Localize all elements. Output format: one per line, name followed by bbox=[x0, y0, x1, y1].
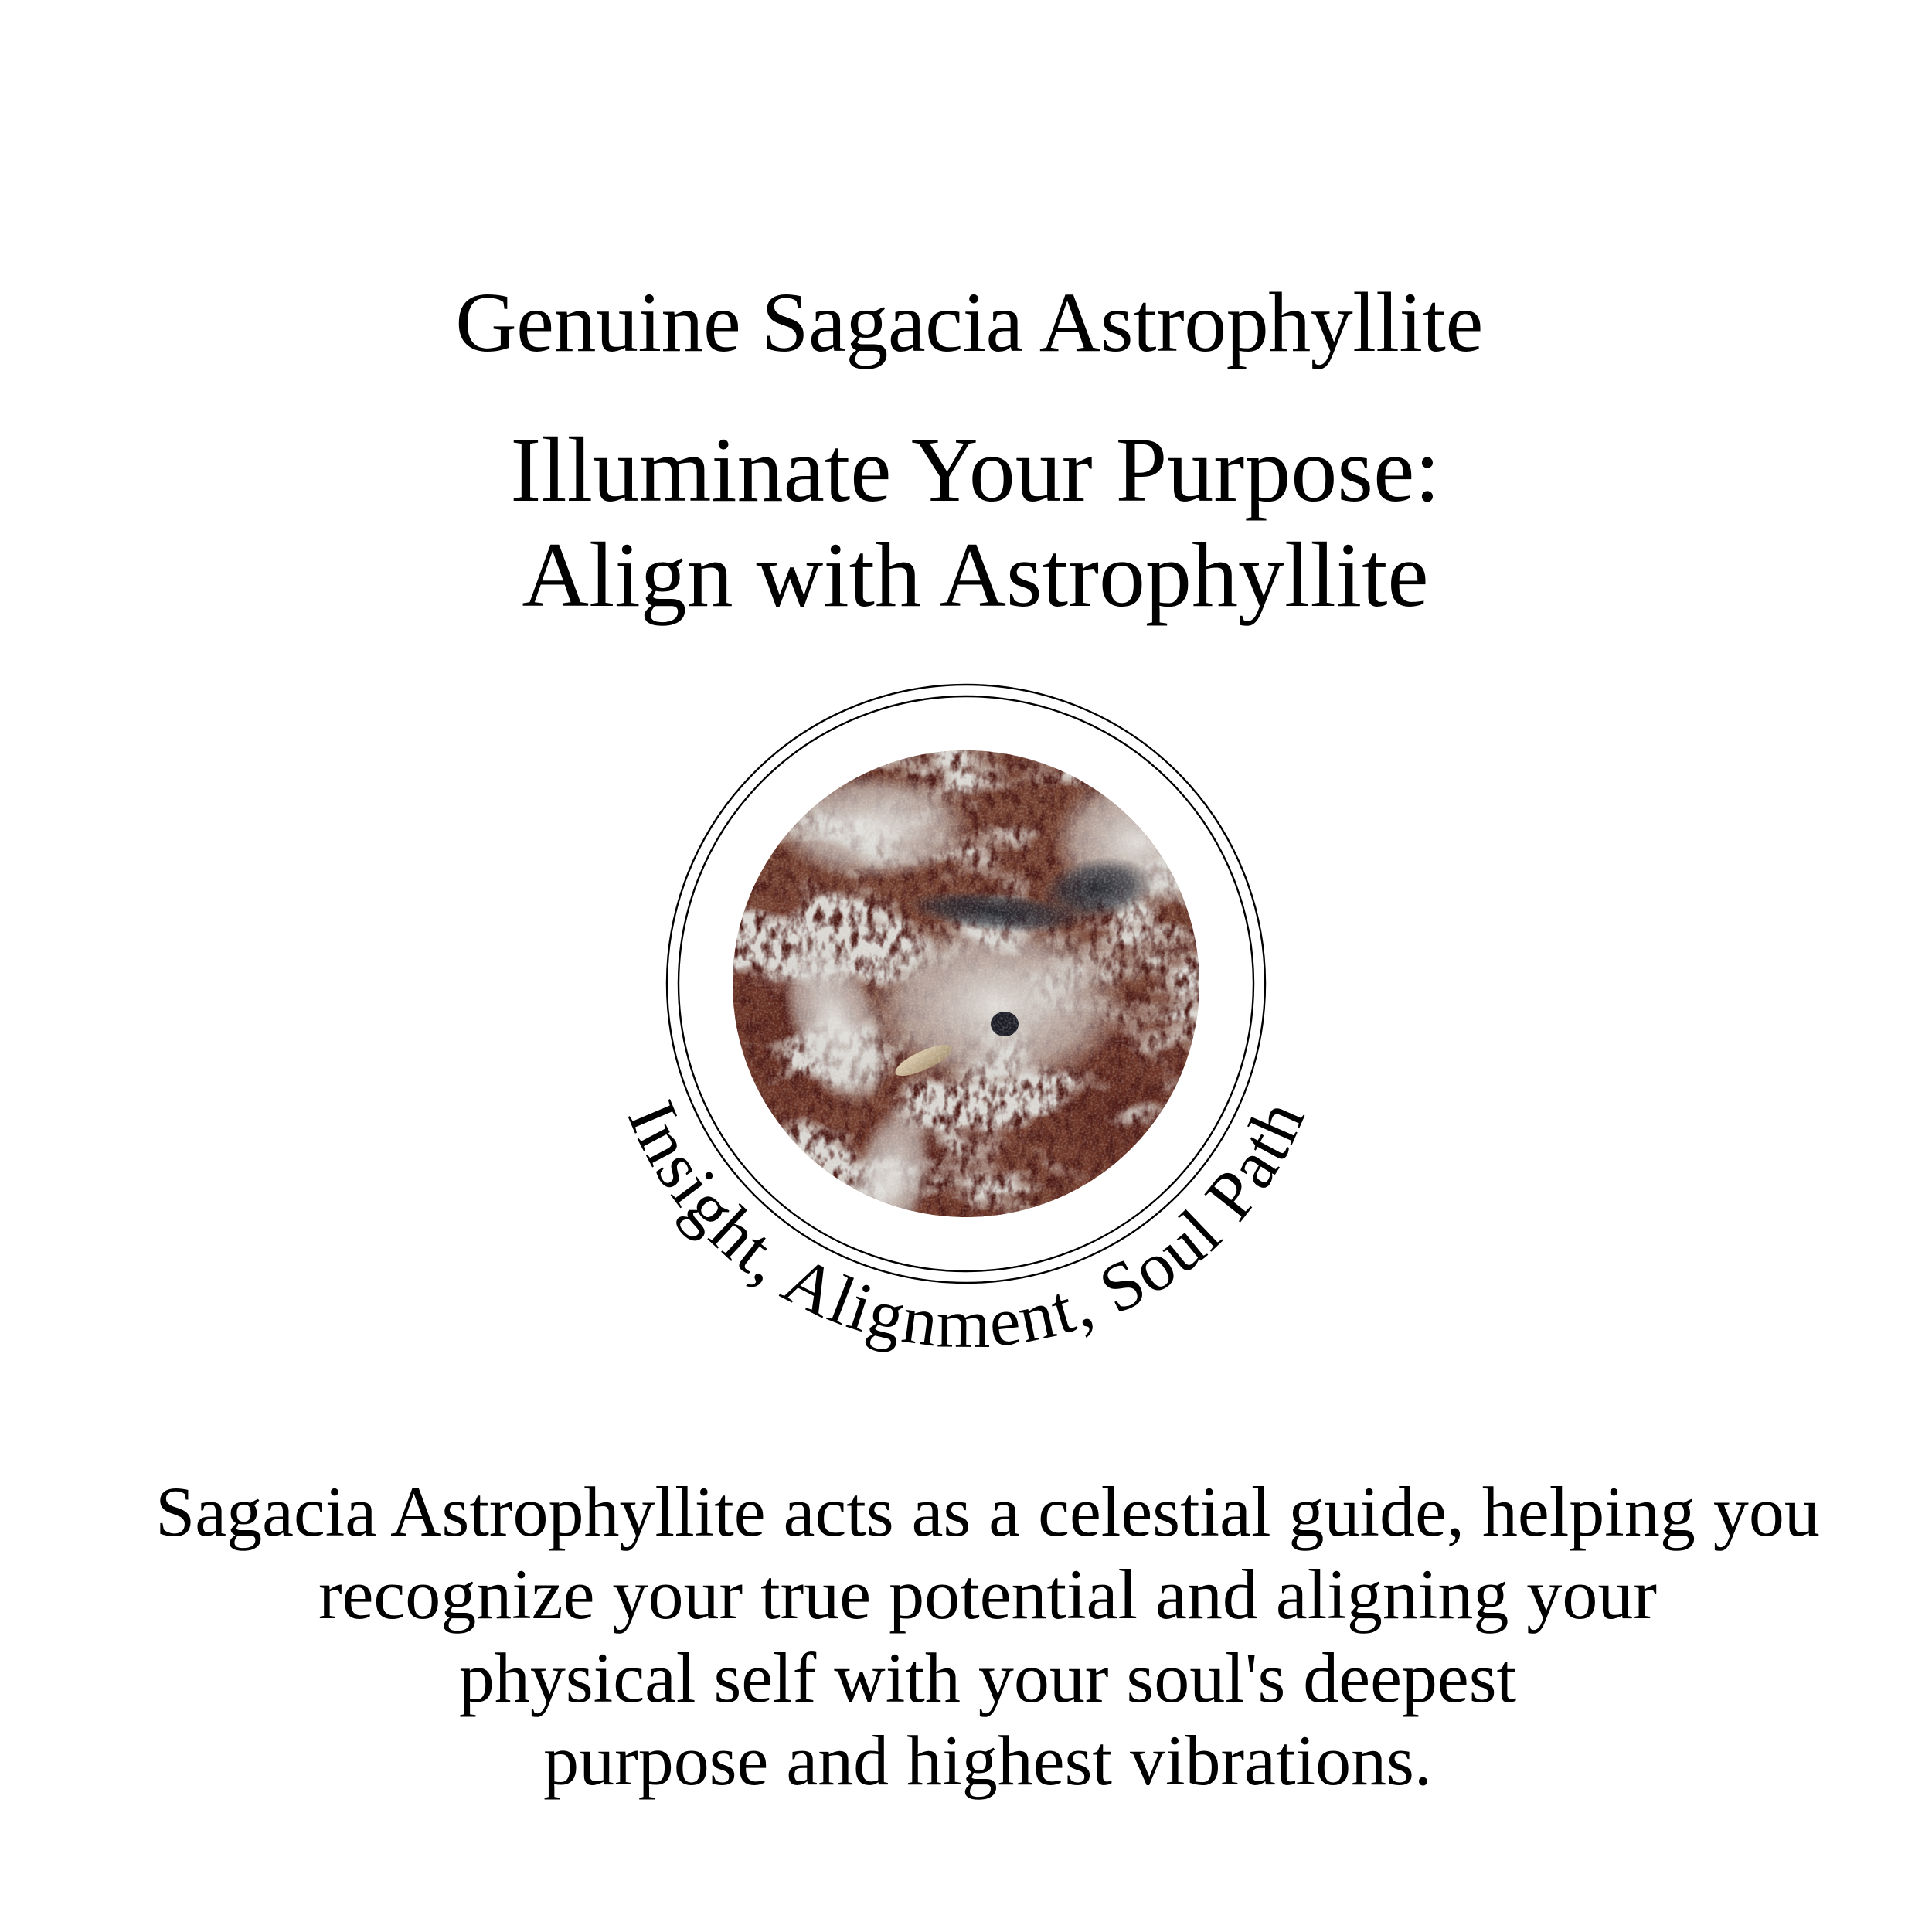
description-line-4: purpose and highest vibrations. bbox=[543, 1720, 1432, 1800]
arc-caption-text: Insight, Alignment, Soul Path bbox=[612, 1090, 1320, 1363]
description-line-1: Sagacia Astrophyllite acts as a celestial guide, helping you bbox=[155, 1472, 1820, 1551]
description-line-2: recognize your true potential and aligning your bbox=[318, 1555, 1658, 1634]
product-subtitle: Genuine Sagacia Astrophyllite bbox=[455, 275, 1483, 369]
headline-line-1: Illuminate Your Purpose: bbox=[510, 418, 1440, 521]
description bbox=[0, 1471, 1932, 1802]
headline-line-2: Align with Astrophyllite bbox=[522, 523, 1429, 626]
description-line-3: physical self with your soul's deepest bbox=[458, 1638, 1517, 1717]
